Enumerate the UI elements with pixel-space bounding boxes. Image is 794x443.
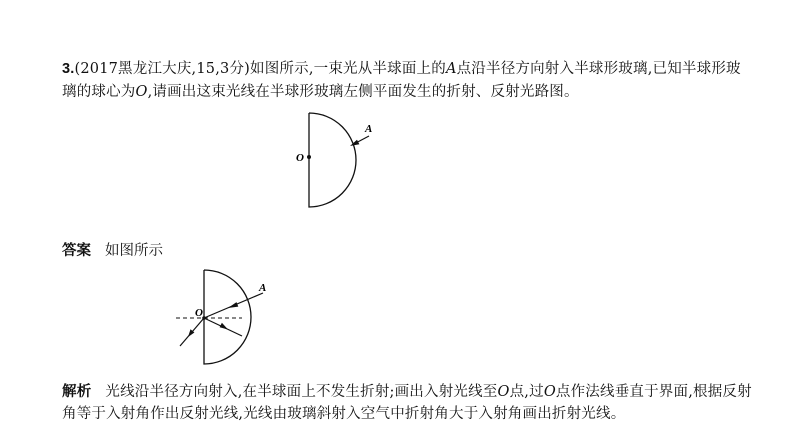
analysis-seg2: 点,过 bbox=[509, 384, 544, 400]
question-number: 3. bbox=[62, 61, 75, 77]
question-seg3: ,请画出这束光线在半球形玻璃左侧平面发生的折射、反射光路图。 bbox=[147, 84, 579, 100]
answer-text: 如图所示 bbox=[105, 243, 163, 259]
answer-label: 答案 bbox=[62, 243, 91, 259]
point-o-ref: O bbox=[135, 84, 148, 100]
question-source: (2017黑龙江大庆,15,3分) bbox=[74, 61, 251, 77]
figure-answer-diagram bbox=[170, 262, 290, 374]
analysis-label: 解析 bbox=[62, 384, 92, 400]
answer-line bbox=[62, 240, 163, 262]
reflected-arrow-icon bbox=[220, 323, 228, 330]
analysis-seg1: 光线沿半径方向射入,在半球面上不发生折射;画出入射光线至 bbox=[105, 384, 498, 400]
incident-arrow-icon bbox=[228, 302, 238, 308]
label-o: O bbox=[195, 307, 203, 319]
question-seg2: 点沿半径方向射入半球形玻璃,已知半球形玻璃的球心为 bbox=[62, 61, 741, 100]
question-seg1: 如图所示,一束光从半球面上的 bbox=[250, 61, 446, 77]
hemisphere-outline bbox=[309, 113, 356, 207]
center-point bbox=[307, 155, 311, 159]
question-text bbox=[62, 58, 752, 104]
analysis-text bbox=[62, 381, 752, 425]
point-o-ref: O bbox=[543, 384, 556, 400]
label-a: A bbox=[365, 123, 373, 135]
point-a-ref: A bbox=[445, 61, 457, 77]
label-o: O bbox=[296, 152, 304, 164]
label-a: A bbox=[259, 282, 267, 294]
hemisphere-outline bbox=[204, 270, 251, 364]
point-o-ref: O bbox=[497, 384, 510, 400]
figure-question-diagram bbox=[288, 105, 388, 215]
analysis-seg3: 点作法线垂直于界面,根据反射角等于入射角作出反射光线,光线由玻璃斜射入空气中折射角大于入射角画出折射光线。 bbox=[62, 384, 752, 422]
